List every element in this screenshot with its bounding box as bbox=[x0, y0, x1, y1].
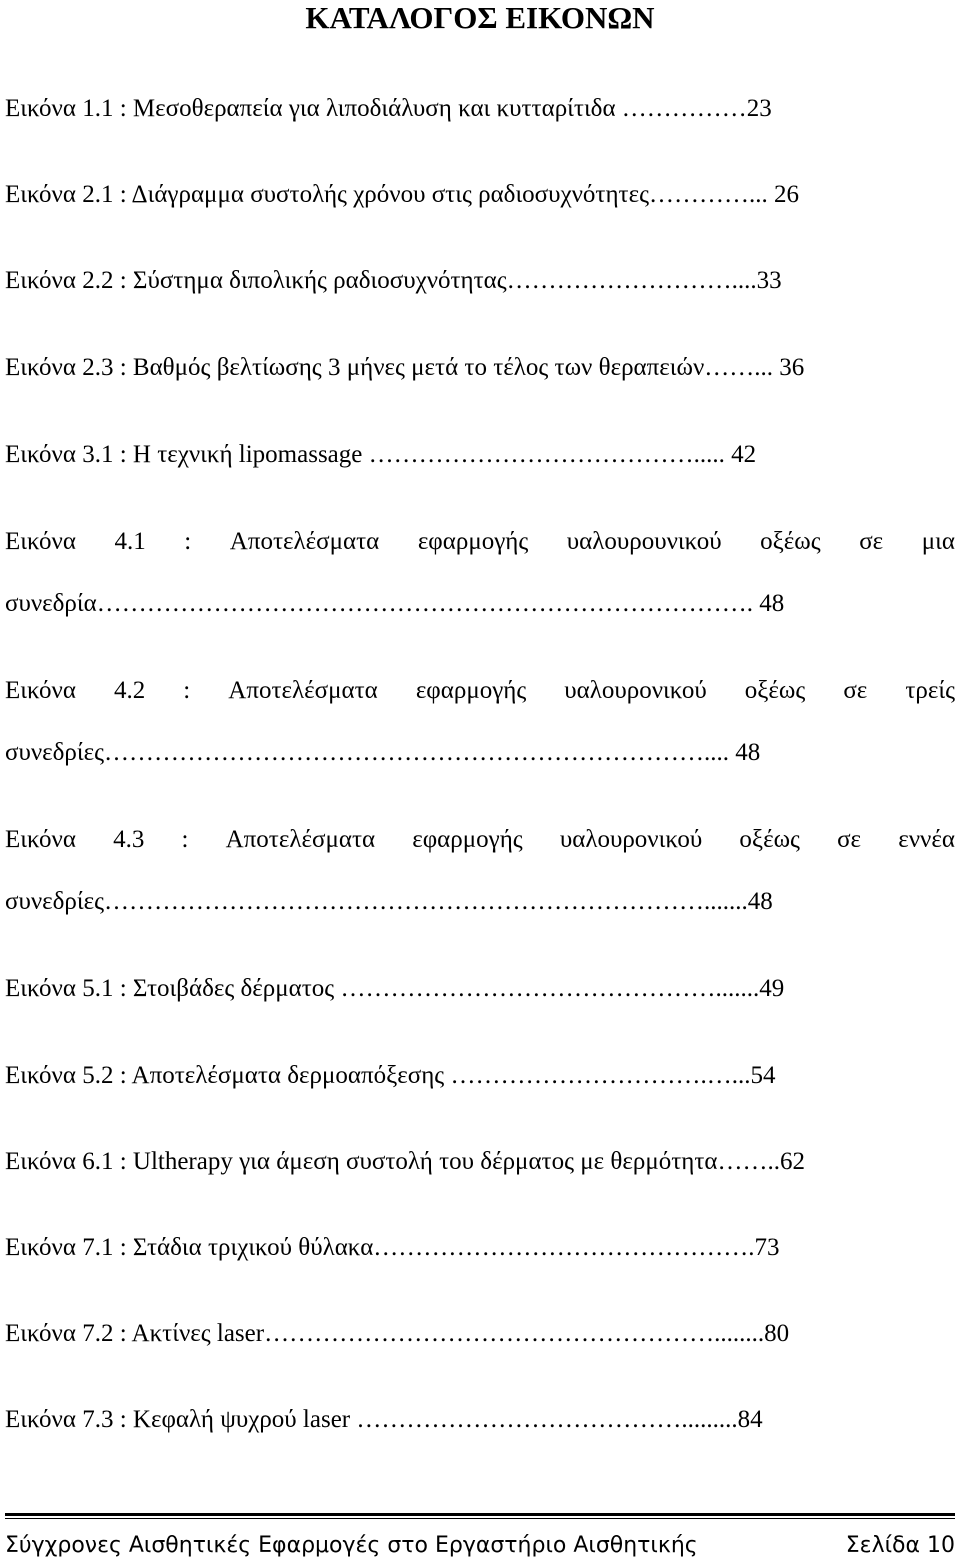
toc-entry-line1 bbox=[5, 527, 955, 557]
word: εφαρμογής bbox=[415, 677, 527, 704]
toc-entry-line2: συνεδρία……………………………………………………………………. 48 bbox=[5, 590, 785, 617]
word: Αποτελέσματα bbox=[228, 677, 378, 704]
word: εφαρμογής bbox=[417, 528, 529, 555]
page-footer bbox=[5, 1533, 955, 1559]
word: Εικόνα bbox=[5, 528, 76, 555]
word: 4.2 bbox=[114, 677, 146, 704]
word: 4.1 bbox=[114, 528, 146, 555]
word: υαλουρουνικού bbox=[566, 528, 722, 555]
toc-entry-text: Εικόνα 1.1 : Μεσοθεραπεία για λιποδιάλυση και κυτταρίτιδα ……………23 bbox=[5, 95, 772, 122]
toc-entry-text: Εικόνα 7.3 : Κεφαλή ψυχρού laser ………………………………….........84 bbox=[5, 1406, 763, 1433]
toc-entry-text: Εικόνα 7.1 : Στάδια τριχικού θύλακα……………………………………….73 bbox=[5, 1234, 780, 1261]
word: : bbox=[183, 677, 191, 704]
toc-entry-text: Εικόνα 6.1 : Ultherapy για άμεση συστολή του δέρματος με θερμότητα……..62 bbox=[5, 1148, 806, 1175]
word: εννέα bbox=[898, 826, 955, 853]
toc-entry-text: Εικόνα 2.3 : Βαθμός βελτίωσης 3 μήνες μετά το τέλος των θεραπειών……... 36 bbox=[5, 354, 805, 381]
footer-divider bbox=[5, 1513, 955, 1516]
word: Εικόνα bbox=[5, 677, 76, 704]
toc-entry-line1 bbox=[5, 825, 955, 855]
word: μια bbox=[921, 528, 955, 555]
footer-divider-thin bbox=[5, 1518, 955, 1519]
word: εφαρμογής bbox=[412, 826, 523, 853]
word: σε bbox=[843, 677, 868, 704]
word: : bbox=[184, 528, 192, 555]
word: Εικόνα bbox=[5, 826, 76, 853]
toc-entry-text: Εικόνα 5.1 : Στοιβάδες δέρματος ……………………………………….......49 bbox=[5, 975, 785, 1002]
footer-page-number: Σελίδα 10 bbox=[845, 1533, 955, 1558]
word: οξέως bbox=[760, 528, 821, 555]
toc-entry-text: Εικόνα 2.1 : Διάγραμμα συστολής χρόνου στις ραδιοσυχνότητες…………... 26 bbox=[5, 181, 799, 208]
page-title: ΚΑΤΑΛΟΓΟΣ ΕΙΚΟΝΩΝ bbox=[305, 0, 655, 35]
toc-entry-text: Εικόνα 2.2 : Σύστημα διπολικής ραδιοσυχνότητας………………………....33 bbox=[5, 267, 782, 294]
toc-entry-text: Εικόνα 7.2 : Ακτίνες laser………………………………………………........80 bbox=[5, 1320, 790, 1347]
word: 4.3 bbox=[113, 826, 145, 853]
word: σε bbox=[859, 528, 884, 555]
word: τρείς bbox=[905, 677, 955, 704]
toc-entry-line1 bbox=[5, 676, 955, 706]
word: υαλουρονικού bbox=[564, 677, 707, 704]
toc-entry-text: Εικόνα 5.2 : Αποτελέσματα δερμοαπόξεσης ………………………….…...54 bbox=[5, 1062, 776, 1089]
word: οξέως bbox=[739, 826, 800, 853]
toc-entry-line2: συνεδρίες……………………………………………………………….......48 bbox=[5, 888, 773, 915]
word: Αποτελέσματα bbox=[225, 826, 376, 853]
toc-entry-text: Εικόνα 3.1 : Η τεχνική lipomassage …………………………………..... 42 bbox=[5, 441, 757, 468]
word: Αποτελέσματα bbox=[229, 528, 380, 555]
word: οξέως bbox=[744, 677, 806, 704]
word: υαλουρονικού bbox=[559, 826, 703, 853]
toc-entry-line2: συνεδρίες……………………………………………………………….... 48 bbox=[5, 739, 761, 766]
footer-document-title: Σύγχρονες Αισθητικές Εφαρμογές στο Εργαστήριο Αισθητικής bbox=[5, 1533, 698, 1558]
word: : bbox=[181, 826, 189, 853]
word: σε bbox=[837, 826, 862, 853]
